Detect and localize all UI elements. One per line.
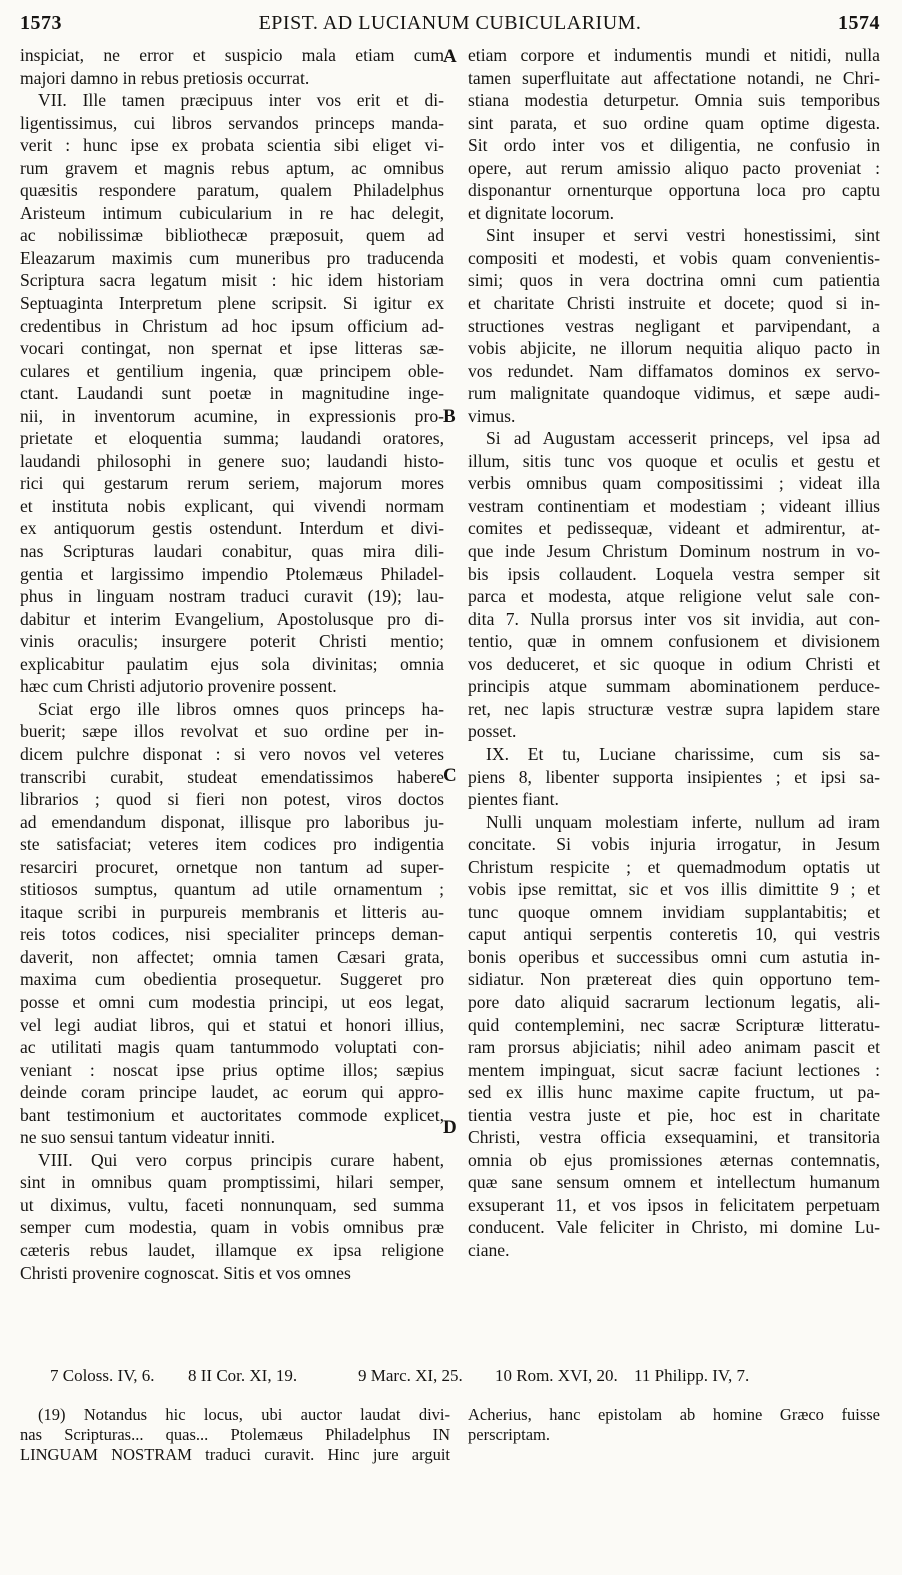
text-line: et dignitate locorum.	[468, 202, 615, 223]
text-line: IX. Et tu, Luciane charissime, cum sis sa-	[486, 743, 880, 764]
text-line: vobis abjicite, ne illorum nequitia aliquo pacto in	[468, 338, 880, 359]
footnote-line: (19) Notandus hic locus, ubi auctor laudat divi-	[38, 1405, 450, 1424]
margin-letter-c: C	[443, 765, 457, 786]
text-line: principis atque summam abominationem perduce-	[468, 676, 880, 697]
text-line: et charitate Christi instruite et docete; quod si in-	[468, 293, 880, 314]
scripture-note: 8 II Cor. XI, 19.	[188, 1366, 298, 1385]
text-line: transcribi curabit, studeat emendatissimos habere	[20, 766, 444, 787]
text-line: vinis oraculis; insurgere poterit Christi mentio;	[20, 631, 444, 652]
text-line: ram prorsus abjiciatis; nihil adeo animam pascit et	[468, 1037, 880, 1058]
text-line: Sit ordo inter vos et diligentia, ne confusio in	[468, 135, 880, 156]
text-line: deinde coram principe laudet, ac eorum qui appro-	[20, 1082, 444, 1103]
text-line: VIII. Qui vero corpus principis curare habent,	[38, 1149, 444, 1170]
text-line: Si ad Augustam accesserit princeps, vel ipsa ad	[486, 428, 880, 449]
margin-letter-b: B	[443, 406, 456, 427]
text-line: Christum respicite ; et quemadmodum optatis ut	[468, 856, 880, 877]
text-line: ex antiquorum gestis ostendunt. Interdum et divi-	[20, 518, 444, 539]
text-line: Christi provenire cognoscat. Sitis et vos omnes	[20, 1262, 351, 1283]
text-line: vocari contingat, non spernat et ipse litteras sæ-	[20, 338, 444, 359]
text-line: opere, aut rerum amissio aliquo pacto proveniat :	[468, 157, 880, 178]
text-line: cæteris rebus laudet, illamque ex ipsa religione	[20, 1239, 444, 1260]
text-line: rum gravem et magnis rebus aptum, ac omnibus	[20, 157, 444, 178]
scripture-note: 11 Philipp. IV, 7.	[634, 1366, 750, 1385]
text-line: tentio, quæ in omnem confusionem et divisionem	[468, 631, 880, 652]
text-line: verbis omnibus quam compositissimi ; videat illa	[468, 473, 880, 494]
text-line: verit : hunc ipse ex probata scientia sibi eliget vi-	[20, 135, 444, 156]
footnote-19	[20, 1405, 450, 1465]
left-column	[20, 44, 444, 1284]
text-line: ne suo sensui tantum videatur inniti.	[20, 1127, 276, 1148]
text-line: Christi, vestra officia exsequamini, et transitoria	[468, 1127, 880, 1148]
footnote-line: Acherius, hanc epistolam ab homine Græco fuisse	[468, 1405, 880, 1424]
text-line: ad emendandum disponat, illisque pro laboribus ju-	[20, 811, 444, 832]
text-line: quæ sane sensum omnem et intellectum humanum	[468, 1172, 880, 1193]
text-line: sidiatur. Non prætereat dies quin opportuno tem-	[468, 969, 880, 990]
text-line: posset.	[468, 721, 517, 742]
text-line: concitate. Si vobis injuria irrogatur, in Jesum	[468, 834, 880, 855]
text-line: Septuaginta Interpretum plene scripsit. Si igitur ex	[20, 293, 444, 314]
scripture-notes	[20, 1366, 880, 1392]
text-line: exsuperant 11, et vos ipsos in felicitatem perpetuam	[468, 1194, 880, 1215]
text-line: majori damno in rebus pretiosis occurrat.	[20, 67, 310, 88]
text-line: Scriptura sacra legatum misit : hic idem historiam	[20, 270, 444, 291]
text-line: inspiciat, ne error et suspicio mala etiam cum	[20, 45, 444, 65]
text-line: mentem impinguat, sicut sacræ faciunt lectiones :	[468, 1059, 880, 1080]
text-line: phus in linguam nostram traduci curavit (19); lau-	[20, 586, 444, 607]
text-line: tunc quoque omnem invidiam supplantabitis; et	[468, 901, 880, 922]
footnote-line: LINGUAM NOSTRAM traduci curavit. Hinc jure arguit	[20, 1445, 450, 1464]
text-line: vos redundet. Nam diffamatos dominos ex servo-	[468, 360, 880, 381]
text-line: bant testimonium et auctoritates commode explicet,	[20, 1104, 444, 1125]
text-line: daverit, non affectet; omnia tamen Cæsari grata,	[20, 946, 444, 967]
text-line: sint parata, et suo ordine quam optime digesta.	[468, 112, 880, 133]
text-line: dabitur et interim Evangelium, Apostolusque pro di-	[20, 608, 444, 629]
text-line: resarciri procuret, ornetque non tantum ad super-	[20, 856, 444, 877]
text-line: que inde Jesum Christum Dominum nostrum in vo-	[468, 541, 880, 562]
text-line: vestram continentiam et modestiam ; videant illius	[468, 495, 880, 516]
text-line: disponantur ornenturque opportuna loca pro captu	[468, 180, 880, 201]
text-line: bis ipsis collaudent. Loquela vestra semper sit	[468, 563, 880, 584]
text-line: culares et gentilium ingenia, quæ principem oble-	[20, 360, 444, 381]
text-line: ste satisfaciat; veteres item codices pro indigentia	[20, 834, 444, 855]
text-line: buerit; sæpe illos revolvat et suo ordine per in-	[20, 721, 444, 742]
text-line: vobis ipse remittat, sic et vos illis dimittite 9 ; et	[468, 879, 880, 900]
text-line: vimus.	[468, 405, 516, 426]
text-line: prietate et eloquentia summa; laudandi oratores,	[20, 428, 444, 449]
scripture-note: 9 Marc. XI, 25.	[358, 1366, 463, 1385]
text-line: ciane.	[468, 1239, 510, 1260]
text-line: hæc cum Christi adjutorio provenire possent.	[20, 676, 337, 697]
text-line: gentia et largissimo impendio Ptolemæus Philadel-	[20, 563, 444, 584]
text-line: conducent. Vale feliciter in Christo, mi domine Lu-	[468, 1217, 880, 1238]
text-line: Nulli unquam molestiam inferte, nullum ad iram	[486, 811, 880, 832]
text-line: simi; quos in vera doctrina omni cum patientia	[468, 270, 880, 291]
text-line: nii, in inventorum acumine, in expressionis pro-	[20, 405, 444, 426]
margin-letter-d: D	[443, 1117, 457, 1138]
text-line: tamen superfluitate aut affectatione notandi, ne Chri-	[468, 67, 880, 88]
text-line: parca et modesta, atque religione velut sale con-	[468, 586, 880, 607]
running-title: EPIST. AD LUCIANUM CUBICULARIUM.	[258, 12, 642, 34]
scripture-note: 10 Rom. XVI, 20.	[495, 1366, 618, 1385]
text-line: stitiosos sumptus, quantum ad utile ornamentum ;	[20, 879, 444, 900]
text-line: Eleazarum maximis cum muneribus pro traducenda	[20, 247, 444, 268]
text-line: comites et pedissequæ, videant et admirentur, at-	[468, 518, 880, 539]
text-line: vos deduceret, et sic quoque in odium Christi et	[468, 653, 880, 674]
text-line: veniant : noscat ipse prius optime illos; sæpius	[20, 1059, 444, 1080]
page-number-left: 1573	[20, 12, 62, 34]
text-line: dicem pulchre disponat : si vero novos vel veteres	[20, 743, 444, 764]
right-column	[468, 44, 880, 1262]
text-line: piens 8, libenter supporta insipientes ; et ipsi sa-	[468, 766, 880, 787]
text-line: sed ex illis hunc maxime capite fructum, ut pa-	[468, 1082, 880, 1103]
text-line: compositi et modesti, et vobis quam convenientis-	[468, 247, 880, 268]
footnote-line: nas Scripturas... quas... Ptolemæus Philadelphus IN	[20, 1425, 450, 1444]
text-line: ret, nec lapis structuræ vestræ supra lapidem stare	[468, 698, 880, 719]
text-line: itaque scribi in purpureis membranis et litteris au-	[20, 901, 444, 922]
text-line: tientia vestra juste et pie, hoc est in charitate	[468, 1104, 880, 1125]
text-line: ut diximus, vultu, faceti nonnunquam, sed summa	[20, 1194, 444, 1215]
text-line: librarios ; quod si fieri non potest, viros doctos	[20, 789, 444, 810]
page-number-right: 1574	[838, 12, 880, 34]
text-line: ac nobilissimæ bibliothecæ præposuit, quem ad	[20, 225, 444, 246]
text-line: credentibus in Christum ad hoc ipsum officium ad-	[20, 315, 444, 336]
text-line: Sciat ergo ille libros omnes quos princeps ha-	[38, 698, 444, 719]
footnote-line: perscriptam.	[468, 1425, 551, 1444]
text-line: posse et omni cum modestia principi, ut eos legat,	[20, 991, 444, 1012]
text-line: nas Scripturas laudari conabitur, quas mira dili-	[20, 541, 444, 562]
text-line: reis totos codices, nisi specialiter princeps deman-	[20, 924, 444, 945]
text-line: ctant. Laudandi sunt poetæ in magnitudine inge-	[20, 383, 444, 404]
text-line: et instituta nobis explicant, qui vivendi normam	[20, 495, 444, 516]
text-line: sint in omnibus quam promptissimi, hilari semper,	[20, 1172, 444, 1193]
text-line: pientes fiant.	[468, 789, 559, 810]
text-line: rum malignitate quandoque vidimus, et sæpe audi-	[468, 383, 880, 404]
text-line: dita 7. Nulla prorsus inter vos sit invidia, aut con-	[468, 608, 880, 629]
text-line: omnia ob ejus promissiones æternas contemnatis,	[468, 1149, 880, 1170]
text-line: semper cum modestia, quam in vobis omnibus præ	[20, 1217, 444, 1238]
text-line: explicabitur paulatim ejus sola divinitas; omnia	[20, 653, 444, 674]
text-line: ac utilitati magis quam tantummodo voluptati con-	[20, 1037, 444, 1058]
text-line: pore dato aliquid sacrarum lectionum legatis, ali-	[468, 991, 880, 1012]
text-line: maxima cum obedientia prosequetur. Suggeret pro	[20, 969, 444, 990]
text-line: caput antiqui serpentis conteretis 10, qui vestris	[468, 924, 880, 945]
text-line: Aristeum intimum cubicularium in re hac delegit,	[20, 202, 444, 223]
text-line: stiana modestia deturpetur. Omnia suis temporibus	[468, 90, 880, 111]
text-line: etiam corpore et indumentis mundi et nitidi, nulla	[468, 45, 880, 65]
text-line: laudandi philosophi in genere suo; laudandi histo-	[20, 450, 444, 471]
text-line: Sint insuper et servi vestri honestissimi, sint	[486, 225, 880, 246]
text-line: structiones vestras negligant et parvipendant, a	[468, 315, 880, 336]
margin-letter-a: A	[443, 46, 457, 67]
text-line: quæsitis respondere paratum, qualem Philadelphus	[20, 180, 444, 201]
text-line: VII. Ille tamen præcipuus inter vos erit et di-	[38, 90, 444, 111]
text-line: illum, sitis tunc vos quoque et oculis et gestu et	[468, 450, 880, 471]
text-line: rici qui gestarum rerum seriem, majorum mores	[20, 473, 444, 494]
scripture-note: 7 Coloss. IV, 6.	[50, 1366, 155, 1385]
text-line: ligentissimus, cui libros servandos princeps manda-	[20, 112, 444, 133]
footnote-continuation	[468, 1405, 880, 1445]
text-line: vel legi audiat libros, qui et statui et honori illius,	[20, 1014, 444, 1035]
text-line: quid contemplemini, nec sacræ Scripturæ litteratu-	[468, 1014, 880, 1035]
page-header	[20, 8, 880, 38]
text-line: bonis operibus et successibus omni cum astutia in-	[468, 946, 880, 967]
